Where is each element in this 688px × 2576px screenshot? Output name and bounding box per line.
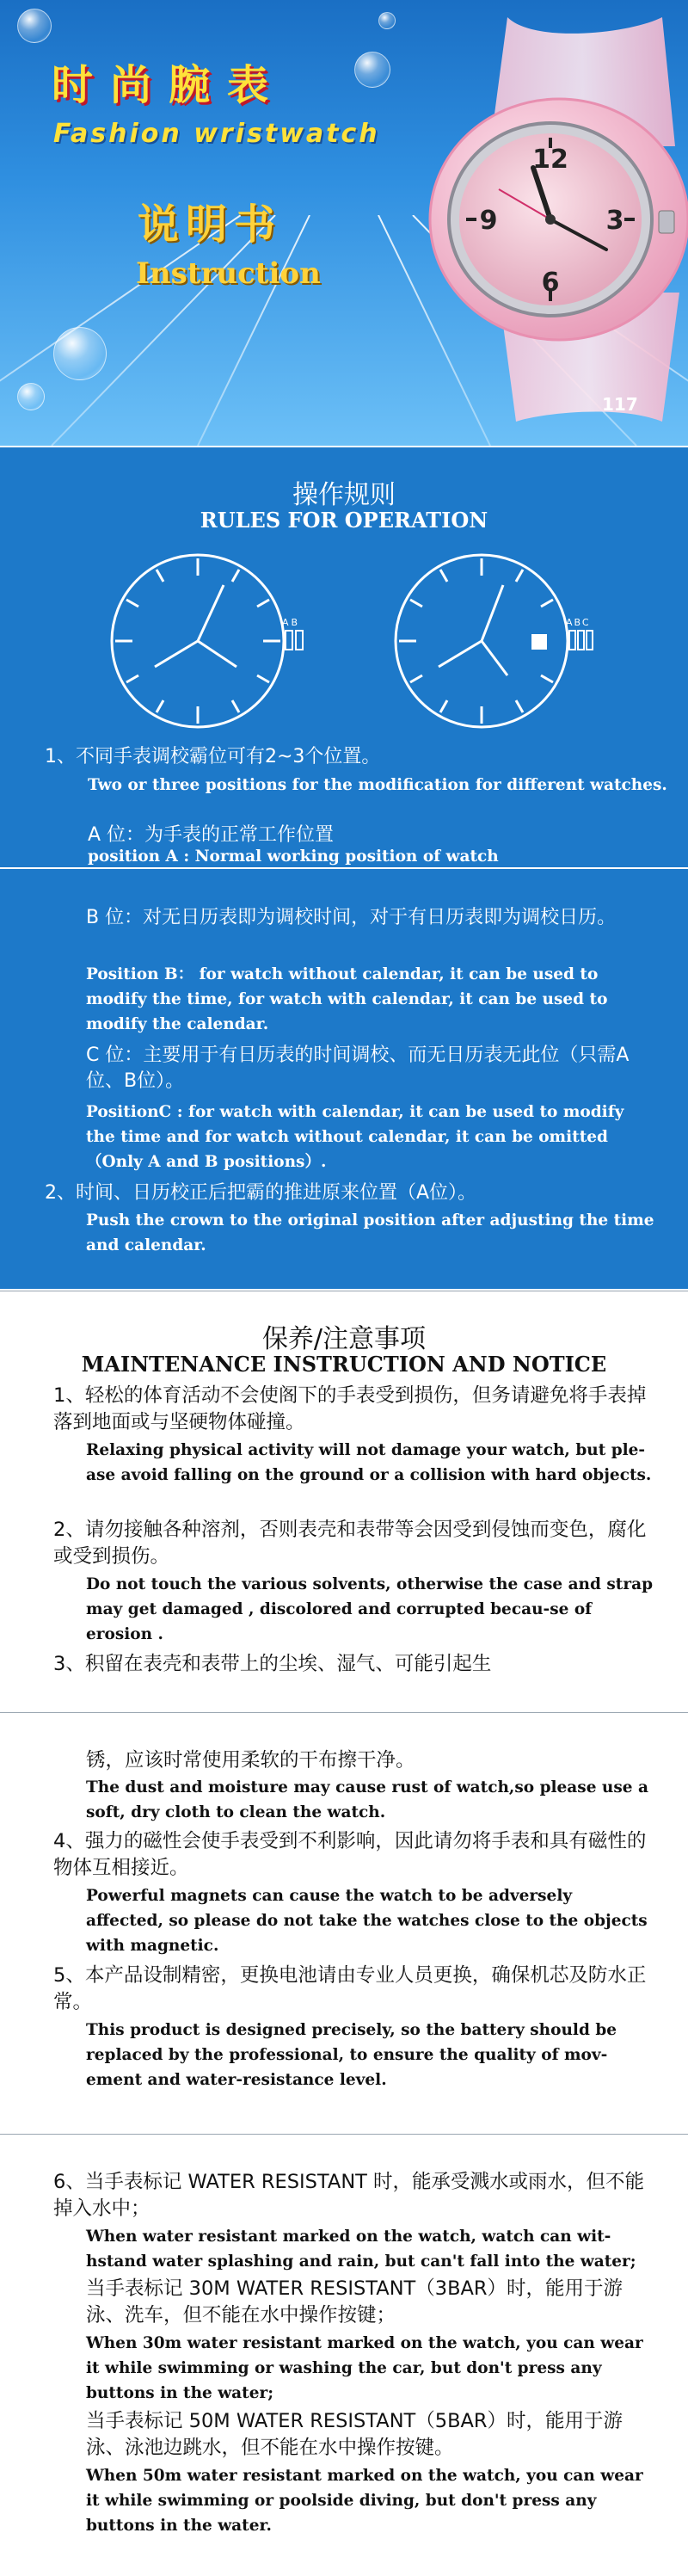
rule-b-en: Position B： for watch without calendar, it can be used to modify the time, for watch with calendar, it can be used to modify the calendar.	[86, 965, 608, 1033]
maintenance-item-4-en: Powerful magnets can cause the watch to be adversely affected, so please do not take the watches close to the objects with magnetic.	[86, 1887, 648, 1955]
dial1-position-labels: AB	[282, 617, 301, 628]
bubble-decoration	[378, 12, 396, 29]
bubble-decoration	[17, 383, 45, 410]
maintenance-item-2-en: Do not touch the various solvents, otherwise the case and strap may get damaged , discolored and corrupted becau-se of erosion .	[86, 1575, 654, 1643]
rules-panel-continued	[0, 869, 688, 1289]
water-resistance-panel	[0, 2134, 688, 2576]
maintenance-item-6-cn: 6、当手表标记 WATER RESISTANT 时，能承受溅水或雨水，但不能掉入水中；	[53, 2171, 645, 2220]
rule-a-cn: A 位：为手表的正常工作位置	[88, 824, 335, 846]
maintenance-item-5-en: This product is designed precisely, so the battery should be replaced by the professional, to ensure the quality of mov-ement and water-resistance level.	[86, 2021, 617, 2089]
rule-c-en: PositionC : for watch with calendar, it can be used to modify the time and for watch without calendar, it can be omitted（Only A and B positions）.	[86, 1103, 624, 1171]
maintenance-title-cn: 保养/注意事项	[261, 1324, 427, 1354]
pink-watch-image	[404, 17, 688, 422]
dial-number-9: 9	[479, 206, 498, 236]
bubble-decoration	[354, 52, 390, 88]
maintenance-item-6-30m-cn: 当手表标记 30M WATER RESISTANT（3BAR）时，能用于游泳、洗车，但不能在水中操作按键；	[86, 2277, 624, 2326]
dial-number-6: 6	[541, 268, 560, 298]
maintenance-panel	[0, 1291, 688, 1710]
rules-title-en: RULES FOR OPERATION	[200, 508, 488, 533]
dial-number-3: 3	[605, 206, 624, 236]
maintenance-item-4-cn: 4、强力的磁性会使手表受到不利影响，因此请勿将手表和具有磁性的物体互相接近。	[53, 1830, 647, 1879]
rule-1-en: Two or three positions for the modification for different watches.	[88, 776, 667, 794]
maintenance-panel-continued	[0, 1712, 688, 2132]
maintenance-item-3-cn-a: 3、积留在表壳和表带上的尘埃、湿气、可能引起生	[53, 1653, 492, 1675]
bubble-decoration	[53, 327, 107, 380]
rule-1-cn: 1、不同手表调校霸位可有2~3个位置。	[45, 746, 381, 767]
rule-c-cn: C 位：主要用于有日历表的时间调校、而无日历表无此位（只需A位、B位）。	[86, 1045, 630, 1092]
maintenance-item-1-en: Relaxing physical activity will not damage your watch, but ple-ase avoid falling on the ground or a collision with hard objects.	[86, 1441, 652, 1484]
cover-panel	[0, 0, 688, 446]
dial2-position-labels: ABC	[566, 617, 591, 628]
bubble-decoration	[17, 9, 52, 43]
crown-position-diagram	[86, 546, 619, 736]
cover-title-cn: 时尚腕表	[52, 61, 286, 109]
maintenance-item-5-cn: 5、本产品设制精密，更换电池请由专业人员更换，确保机芯及防水正常。	[53, 1964, 647, 2013]
maintenance-item-3-en: The dust and moisture may cause rust of watch,so please use a soft, dry cloth to clean the watch.	[86, 1778, 648, 1821]
rules-title-cn: 操作规则	[292, 480, 396, 510]
rule-2-en: Push the crown to the original position after adjusting the time and calendar.	[86, 1211, 654, 1254]
maintenance-item-3-cn-b: 锈，应该时常使用柔软的干布擦干净。	[86, 1749, 415, 1772]
maintenance-title-en: MAINTENANCE INSTRUCTION AND NOTICE	[81, 1352, 607, 1377]
cover-manual-en: Instruction	[136, 256, 321, 291]
maintenance-item-6-50m-en: When 50m water resistant marked on the watch, you can wear it while swimming or poolside diving, but don't press any buttons in the water.	[86, 2467, 643, 2535]
page-number: 117	[602, 394, 638, 415]
maintenance-item-6-en: When water resistant marked on the watch, watch can wit-hstand water splashing and rain, but can't fall into the water;	[86, 2228, 636, 2271]
rule-b-cn: B 位：对无日历表即为调校时间，对于有日历表即为调校日历。	[86, 907, 617, 928]
rule-2-cn: 2、时间、日历校正后把霸的推进原来位置（A位）。	[45, 1182, 477, 1204]
rule-a-en: position A : Normal working position of watch	[88, 847, 499, 866]
rules-panel	[0, 447, 688, 867]
maintenance-item-2-cn: 2、请勿接触各种溶剂，否则表壳和表带等会因受到侵蚀而变色，腐化或受到损伤。	[53, 1519, 647, 1568]
cover-title-en: Fashion wristwatch	[53, 119, 380, 149]
maintenance-item-6-30m-en: When 30m water resistant marked on the watch, you can wear it while swimming or washing the car, but don't press any buttons in the water;	[86, 2334, 643, 2402]
dial-number-12: 12	[532, 145, 568, 175]
maintenance-item-1-cn: 1、轻松的体育活动不会使阁下的手表受到损伤，但务请避免将手表掉落到地面或与坚硬物体碰撞。	[53, 1384, 647, 1433]
maintenance-item-6-50m-cn: 当手表标记 50M WATER RESISTANT（5BAR）时，能用于游泳、泳池边跳水，但不能在水中操作按键。	[86, 2410, 624, 2459]
cover-manual-cn: 说明书	[138, 200, 283, 249]
